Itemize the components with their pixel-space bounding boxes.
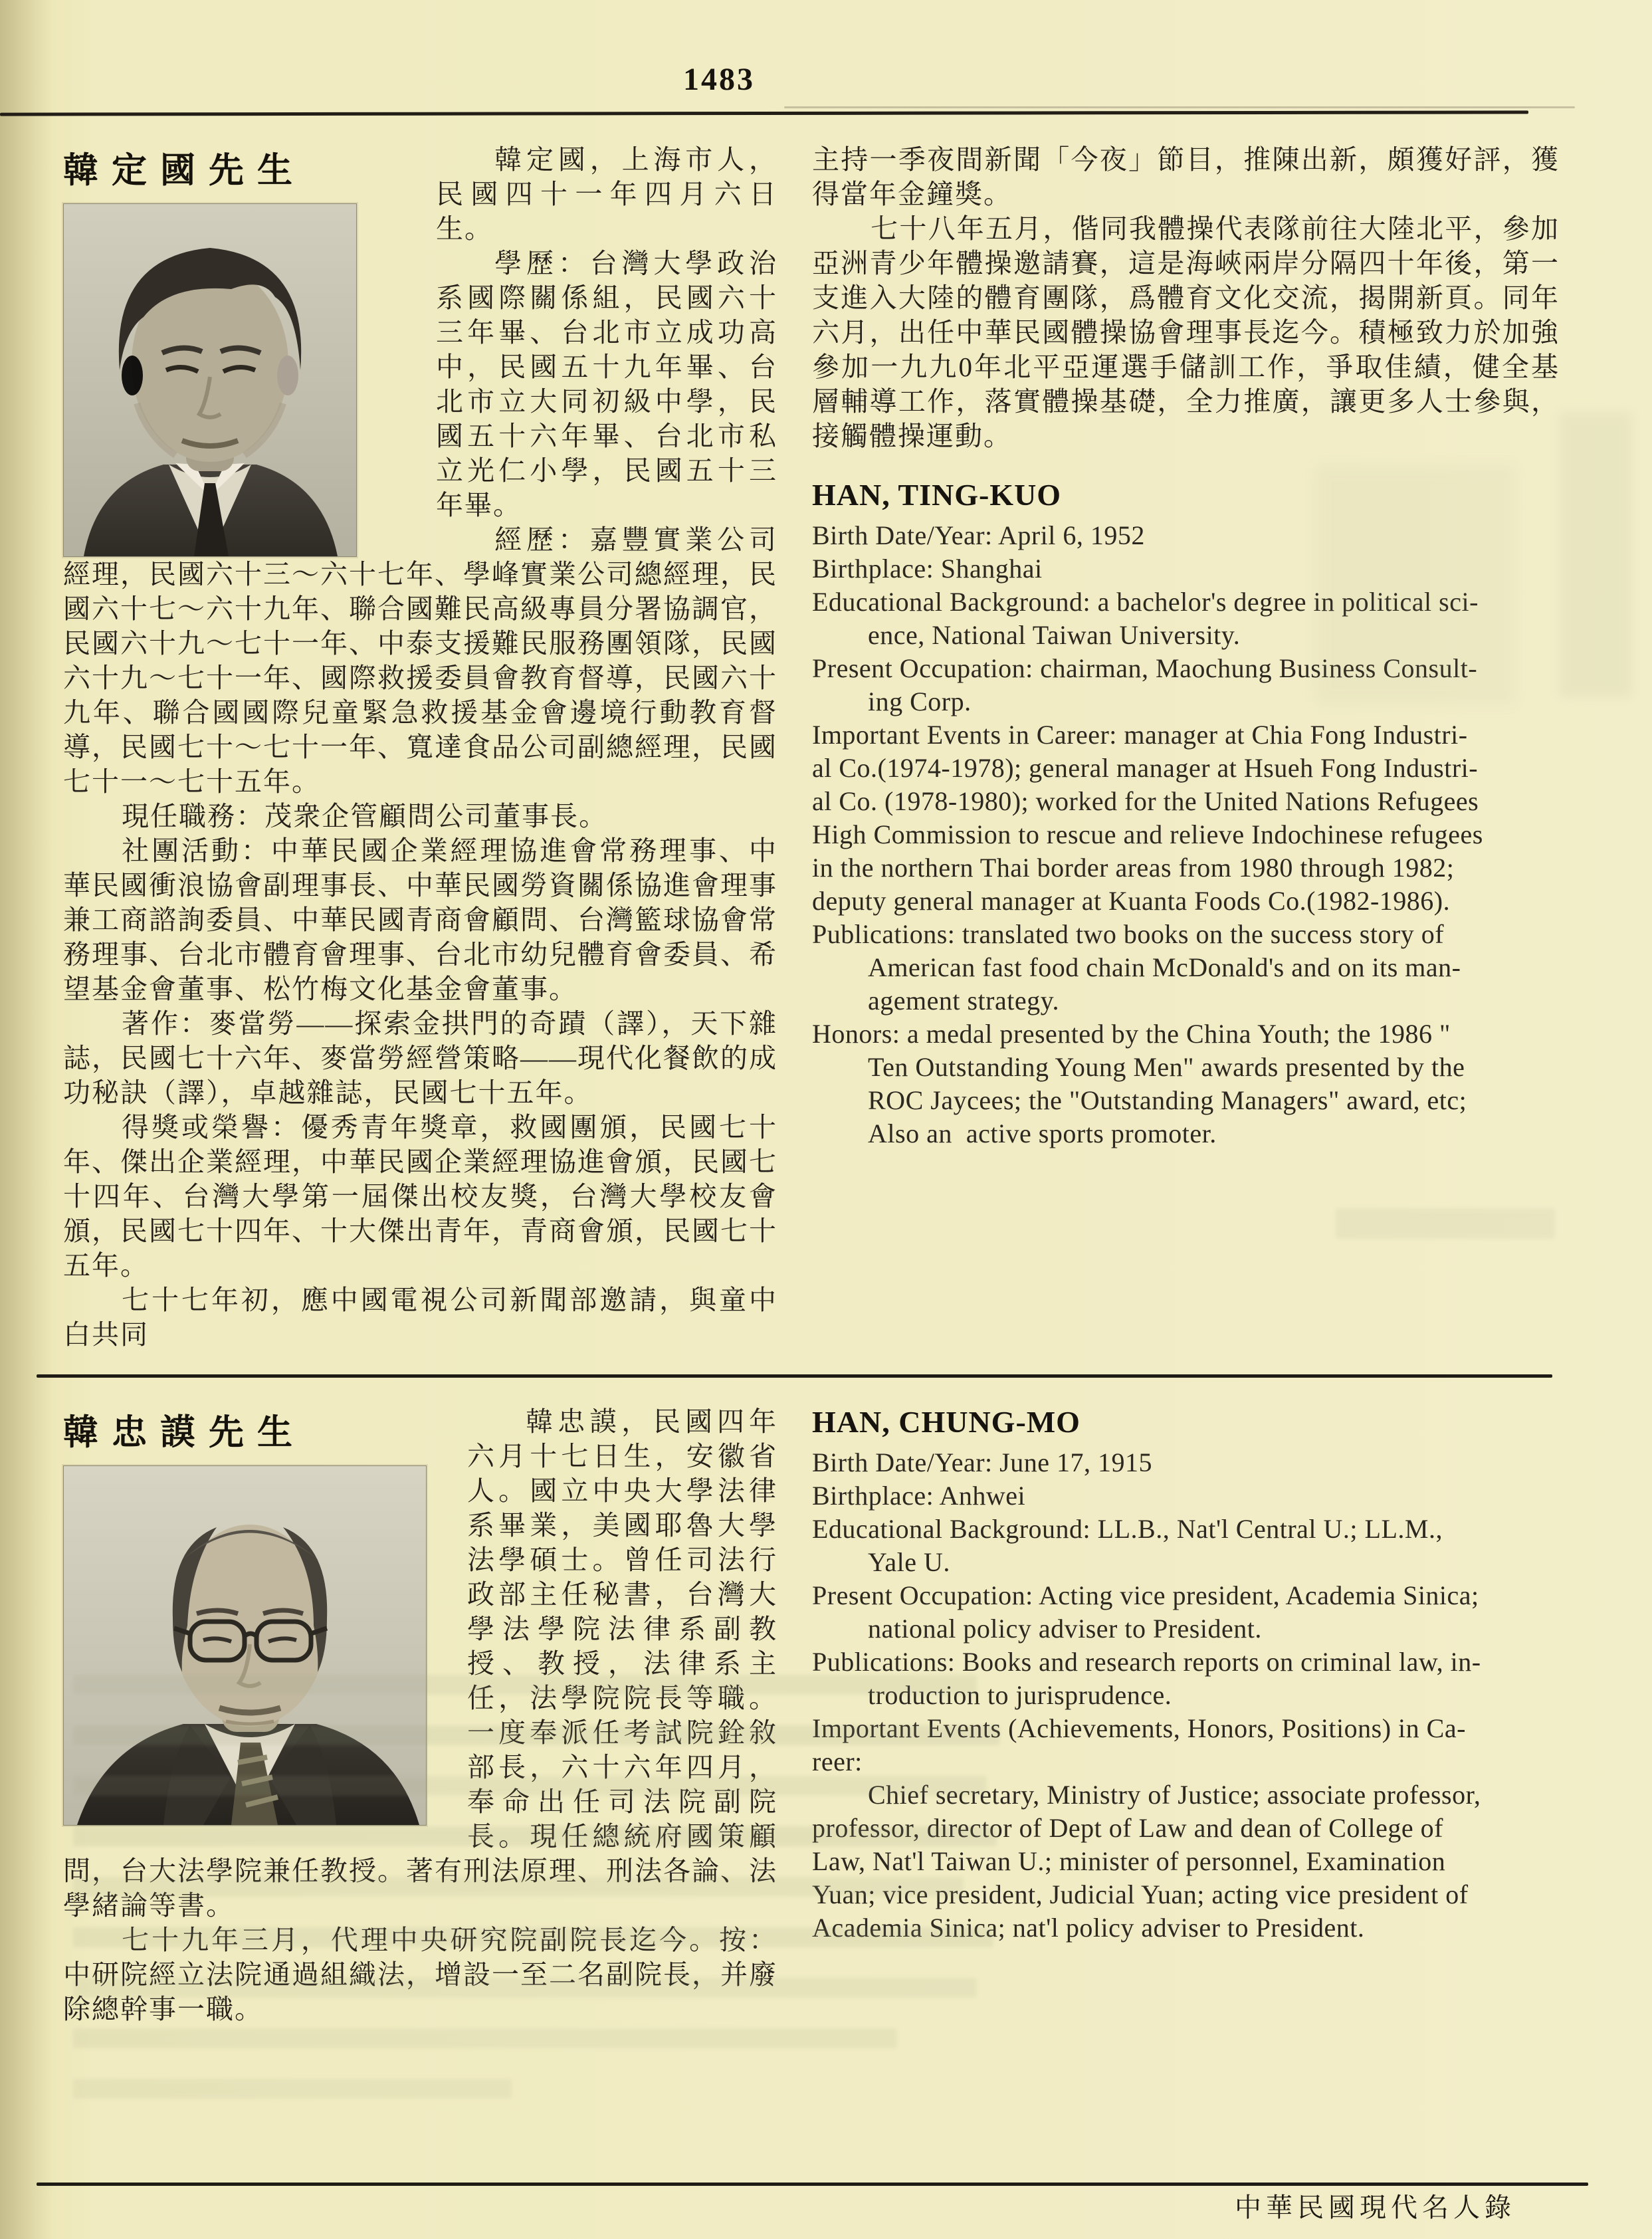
entry1-biography-english (812, 519, 1560, 1150)
english-text-line: national policy adviser to President. (812, 1614, 1262, 1644)
chinese-paragraph: 社團活動：中華民國企業經理協進會常務理事、中華民國衝浪協會副理事長、中華民國勞資關係協進會理事兼工商諮詢委員、中華民國青商會顧問、台灣籃球協會常務理事、台北市體育會理事、台北市幼兒體育會委員、希望基金會董事、松竹梅文化基金會董事。 (63, 835, 777, 1004)
chinese-paragraph: 著作：麥當勞——探索金拱門的奇蹟（譯），天下雜誌，民國七十六年、麥當勞經營策略——現代化餐飲的成功秘訣（譯），卓越雜誌，民國七十五年。 (63, 1008, 777, 1108)
chinese-paragraph: 七十九年三月，代理中央研究院副院長迄今。按：中研院經立法院通過組織法，增設一至二名副院長，并廢除總幹事一職。 (63, 1925, 777, 2024)
english-text-line: Important Events in Career: manager at Chia Fong Industri- (812, 720, 1468, 750)
english-text-line: al Co.(1974-1978); general manager at Hsueh Fong Industri- (812, 753, 1479, 783)
page-number: 1483 (683, 62, 755, 97)
entry2-name-english: HAN, CHUNG-MO (812, 1405, 1081, 1439)
english-text-line: Chief secretary, Ministry of Justice; associate professor, (812, 1780, 1481, 1810)
english-text-line: Yale U. (812, 1547, 950, 1577)
entry1-name-chinese: 韓定國先生 (63, 152, 306, 190)
english-text-line: Publications: Books and research reports on criminal law, in- (812, 1647, 1481, 1677)
chinese-paragraph: 學歷：台灣大學政治系國際關係組，民國六十三年畢、台北市立成功高中，民國五十九年畢、台北市立大同初級中學，民國五十六年畢、台北市私立光仁小學，民國五十三年畢。 (436, 248, 777, 520)
entry2-right-column (812, 1404, 1560, 2026)
english-text-line: Educational Background: LL.B., Nat'l Central U.; LL.M., (812, 1514, 1443, 1544)
english-text-line: Academia Sinica; nat'l policy adviser to President. (812, 1913, 1365, 1943)
chinese-paragraph: 經歷：嘉豐實業公司經理，民國六十三～六十七年、學峰實業公司總經理，民國六十七～六十九年、聯合國難民高級專員分署協調官，民國六十九～七十一年、中泰支援難民服務團領隊，民國六十九～七十一年、國際救援委員會教育督導，民國六十九年、聯合國國際兒童緊急救援基金會邊境行動教育督導，民國七十～七十一年、寬達食品公司副總經理，民國七十一～七十五年。 (63, 524, 777, 797)
english-text-line: troduction to jurisprudence. (812, 1680, 1172, 1710)
english-text-line: Birth Date/Year: April 6, 1952 (812, 520, 1145, 550)
entry2-biography-english (812, 1446, 1560, 1945)
book-title-footer: 中華民國現代名人錄 (1235, 2192, 1516, 2222)
entry1-heading-photo-block (63, 142, 405, 557)
page-content (0, 142, 1652, 2026)
chinese-paragraph: 現任職務：茂衆企管顧問公司董事長。 (122, 801, 608, 831)
english-text-line: Publications: translated two books on the success story of (812, 919, 1445, 949)
english-text-line: al Co. (1978-1980); worked for the United Nations Refugees (812, 786, 1479, 816)
chinese-paragraph: 七十七年初，應中國電視公司新聞部邀請，與童中白共同 (63, 1285, 777, 1350)
english-text-line: Yuan; vice president, Judicial Yuan; acting vice president of (812, 1879, 1469, 1909)
english-text-line: Ten Outstanding Young Men" awards presented by the (812, 1052, 1465, 1082)
chinese-paragraph: 得獎或榮譽：優秀青年獎章，救國團頒，民國七十年、傑出企業經理，中華民國企業經理協進會頒，民國七十四年、台灣大學第一屆傑出校友獎，台灣大學校友會頒，民國七十四年、十大傑出青年，青商會頒，民國七十五年。 (63, 1112, 777, 1281)
english-text-line: Present Occupation: Acting vice president, Academia Sinica; (812, 1580, 1479, 1610)
english-text-line: in the northern Thai border areas from 1980 through 1982; (812, 853, 1455, 883)
entry2-heading-photo-block (63, 1404, 437, 1826)
entry1-right-column (812, 142, 1560, 1352)
entry1-left-column (63, 142, 777, 1352)
entry-han-chung-mo (0, 1404, 1652, 2026)
english-text-line: Birthplace: Shanghai (812, 554, 1043, 584)
english-text-line: deputy general manager at Kuanta Foods Co.(1982-1986). (812, 886, 1451, 916)
bleed-through-ghost-line (73, 2079, 512, 2099)
header-rule (0, 110, 1528, 116)
section-divider-rule (37, 1374, 1552, 1378)
entry2-left-column (63, 1404, 777, 2026)
english-text-line: ing Corp. (812, 687, 972, 716)
english-text-line: Birth Date/Year: June 17, 1915 (812, 1447, 1152, 1477)
english-text-line: High Commission to rescue and relieve Indochinese refugees (812, 819, 1483, 849)
chinese-paragraph: 韓定國，上海市人，民國四十一年四月六日生。 (436, 144, 777, 244)
english-text-line: Important Events (Achievements, Honors, Positions) in Ca- (812, 1713, 1466, 1743)
entry2-name-chinese: 韓忠謨先生 (63, 1414, 306, 1452)
bleed-through-ghost-line (73, 2028, 897, 2048)
portrait-elderly-man-glasses-illustration (64, 1466, 426, 1825)
entry1-name-english: HAN, TING-KUO (812, 478, 1062, 512)
chinese-paragraph: 韓忠謨，民國四年六月十七日生，安徽省人。國立中央大學法律系畢業，美國耶魯大學法學碩士。曾任司法行政部主任秘書，台灣大學法學院法律系副教授、教授，法律系主任，法學院院長等職。一度奉派任考試院銓敘部長，六十六年四月，奉命出任司法院副院長。現任總統府國策顧問，台大法學院兼任教授。著有刑法原理、刑法各論、法學緒論等書。 (63, 1406, 777, 1921)
english-text-line: Honors: a medal presented by the China Youth; the 1986 " (812, 1019, 1451, 1049)
header-rule-echo (784, 106, 1575, 108)
entry1-chinese-paragraph: 七十八年五月，偕同我體操代表隊前往大陸北平，參加亞洲青少年體操邀請賽，這是海峽兩岸分隔四十年後，第一支進入大陸的體育團隊，爲體育文化交流，揭開新頁。同年六月，出任中華民國體操協會理事長迄今。積極致力於加強參加一九九0年北平亞運選手儲訓工作，爭取佳績，健全基層輔導工作，落實體操基礎，全力推廣，讓更多人士參與，接觸體操運動。 (812, 213, 1560, 451)
entry1-portrait-photo (63, 203, 357, 557)
entry1-chinese-continuation: 主持一季夜間新聞「今夜」節目，推陳出新，頗獲好評，獲得當年金鐘獎。 (812, 144, 1560, 209)
footer-rule (37, 2183, 1588, 2186)
english-text-line: ence, National Taiwan University. (812, 620, 1241, 650)
english-text-line: agement strategy. (812, 986, 1060, 1015)
english-text-line: Educational Background: a bachelor's degree in political sci- (812, 587, 1479, 617)
entry2-portrait-photo (63, 1465, 427, 1826)
portrait-man-suit-illustration (64, 204, 356, 556)
english-text-line: American fast food chain McDonald's and on its man- (812, 952, 1461, 982)
english-text-line: Also an active sports promoter. (812, 1119, 1217, 1148)
english-text-line: Present Occupation: chairman, Maochung Business Consult- (812, 653, 1478, 683)
english-text-line: Birthplace: Anhwei (812, 1481, 1026, 1511)
english-text-line: Law, Nat'l Taiwan U.; minister of personnel, Examination (812, 1846, 1446, 1876)
english-text-line: reer: (812, 1747, 863, 1776)
english-text-line: professor, director of Dept of Law and dean of College of (812, 1813, 1443, 1843)
english-text-line: ROC Jaycees; the "Outstanding Managers" award, etc; (812, 1085, 1467, 1115)
entry-han-ting-kuo (0, 142, 1652, 1352)
